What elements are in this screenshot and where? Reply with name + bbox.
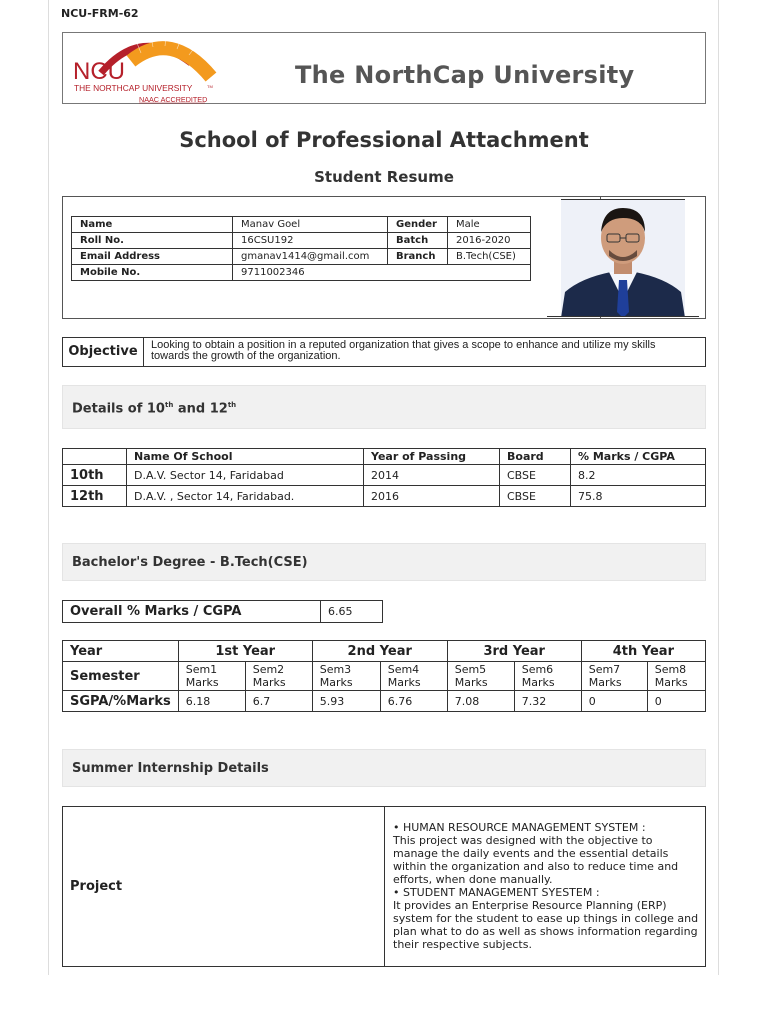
project-description (393, 821, 699, 951)
mobile-value: 9711002346 (233, 265, 531, 281)
logo-tm: TM (207, 84, 213, 89)
school-cell: D.A.V. Sector 14, Faridabad (127, 465, 364, 486)
student-info-table (71, 216, 531, 281)
board-cell: CBSE (500, 465, 571, 486)
year-header: 3rd Year (447, 641, 581, 662)
semester-label: Semester (63, 662, 179, 691)
logo-subtext: THE NORTHCAP UNIVERSITY (74, 83, 193, 93)
project-label-cell (63, 807, 385, 966)
year-label: Year (63, 641, 179, 662)
level-cell: 10th (63, 465, 127, 486)
university-name: The NorthCap University (295, 61, 635, 89)
name-label: Name (72, 217, 233, 233)
semester-cell: Sem3 Marks (312, 662, 380, 691)
level-cell: 12th (63, 486, 127, 507)
school-cell: D.A.V. , Sector 14, Faridabad. (127, 486, 364, 507)
semester-cell: Sem4 Marks (380, 662, 447, 691)
year-header: 4th Year (581, 641, 705, 662)
gender-label: Gender (388, 217, 448, 233)
semester-cell: Sem7 Marks (581, 662, 647, 691)
table-header-row (63, 449, 706, 465)
semester-cell: Sem6 Marks (514, 662, 581, 691)
table-row (72, 265, 531, 281)
sgpa-cell: 7.08 (447, 691, 514, 712)
school-section-header (62, 385, 706, 429)
sgpa-cell: 6.18 (178, 691, 245, 712)
student-photo-portrait (561, 200, 685, 317)
email-label: Email Address (72, 249, 233, 265)
batch-label: Batch (388, 233, 448, 249)
roll-value: 16CSU192 (233, 233, 388, 249)
student-info-box (62, 196, 706, 319)
semester-cell: Sem8 Marks (647, 662, 705, 691)
project-line: It provides an Enterprise Resource Planning (ERP) system for the student to ease up things in college and plan what to do as well as shows information regarding their respective subjects. (393, 899, 699, 951)
school-details-table (62, 448, 706, 507)
semester-cell: Sem1 Marks (178, 662, 245, 691)
table-header-cell: Board (500, 449, 571, 465)
table-row (63, 691, 706, 712)
year-cell: 2014 (364, 465, 500, 486)
table-header-cell: % Marks / CGPA (571, 449, 706, 465)
table-header-cell: Name Of School (127, 449, 364, 465)
degree-section-header (62, 543, 706, 581)
year-cell: 2016 (364, 486, 500, 507)
objective-box (62, 337, 706, 367)
semester-cell: Sem2 Marks (245, 662, 312, 691)
year-header: 2nd Year (312, 641, 447, 662)
sgpa-cell: 5.93 (312, 691, 380, 712)
overall-value: 6.65 (321, 601, 383, 623)
year-header: 1st Year (178, 641, 312, 662)
degree-section-title: Bachelor's Degree - B.Tech(CSE) (72, 555, 308, 570)
table-row (72, 217, 531, 233)
project-line: • HUMAN RESOURCE MANAGEMENT SYSTEM : (393, 821, 646, 834)
email-value: gmanav1414@gmail.com (233, 249, 388, 265)
sgpa-cell: 7.32 (514, 691, 581, 712)
marks-cell: 75.8 (571, 486, 706, 507)
sgpa-label: SGPA/%Marks (63, 691, 179, 712)
project-box (62, 806, 706, 967)
sgpa-cell: 6.76 (380, 691, 447, 712)
project-label: Project (70, 879, 123, 894)
semester-cell: Sem5 Marks (447, 662, 514, 691)
university-header (62, 32, 706, 104)
overall-cgpa-table (62, 600, 383, 623)
table-header-cell: Year of Passing (364, 449, 500, 465)
student-photo (561, 199, 685, 317)
table-row (63, 601, 383, 623)
internship-section-header (62, 749, 706, 787)
table-row (72, 233, 531, 249)
resume-title: Student Resume (314, 168, 454, 186)
name-value: Manav Goel (233, 217, 388, 233)
sgpa-cell: 0 (581, 691, 647, 712)
objective-label: Objective (63, 338, 144, 366)
table-header-cell (63, 449, 127, 465)
sgpa-cell: 0 (647, 691, 705, 712)
branch-label: Branch (388, 249, 448, 265)
overall-label: Overall % Marks / CGPA (63, 601, 321, 623)
table-row (63, 662, 706, 691)
photo-underline (547, 316, 699, 317)
ncu-logo (71, 33, 221, 105)
table-row (72, 249, 531, 265)
school-title: School of Professional Attachment (179, 128, 589, 152)
batch-value: 2016-2020 (448, 233, 531, 249)
roll-label: Roll No. (72, 233, 233, 249)
table-row (63, 486, 706, 507)
form-code: NCU-FRM-62 (61, 7, 139, 20)
branch-value: B.Tech(CSE) (448, 249, 531, 265)
logo-accreditation: NAAC ACCREDITED (139, 95, 208, 104)
gender-value: Male (448, 217, 531, 233)
school-section-title: Details of 10th and 12th (72, 401, 237, 417)
board-cell: CBSE (500, 486, 571, 507)
logo-text: NCU (73, 58, 125, 85)
internship-section-title: Summer Internship Details (72, 761, 269, 776)
table-row (63, 641, 706, 662)
sgpa-cell: 6.7 (245, 691, 312, 712)
project-line: • STUDENT MANAGEMENT SYESTEM : (393, 886, 600, 899)
semester-table (62, 640, 706, 712)
project-line: This project was designed with the objective to manage the daily events and the essential details within the organization and also to reduce time and efforts, when done manually. (393, 834, 679, 886)
table-row (63, 465, 706, 486)
objective-text: Looking to obtain a position in a reputed organization that gives a scope to enhance and utilize my skills towards the growth of the organization. (151, 339, 656, 362)
marks-cell: 8.2 (571, 465, 706, 486)
mobile-label: Mobile No. (72, 265, 233, 281)
